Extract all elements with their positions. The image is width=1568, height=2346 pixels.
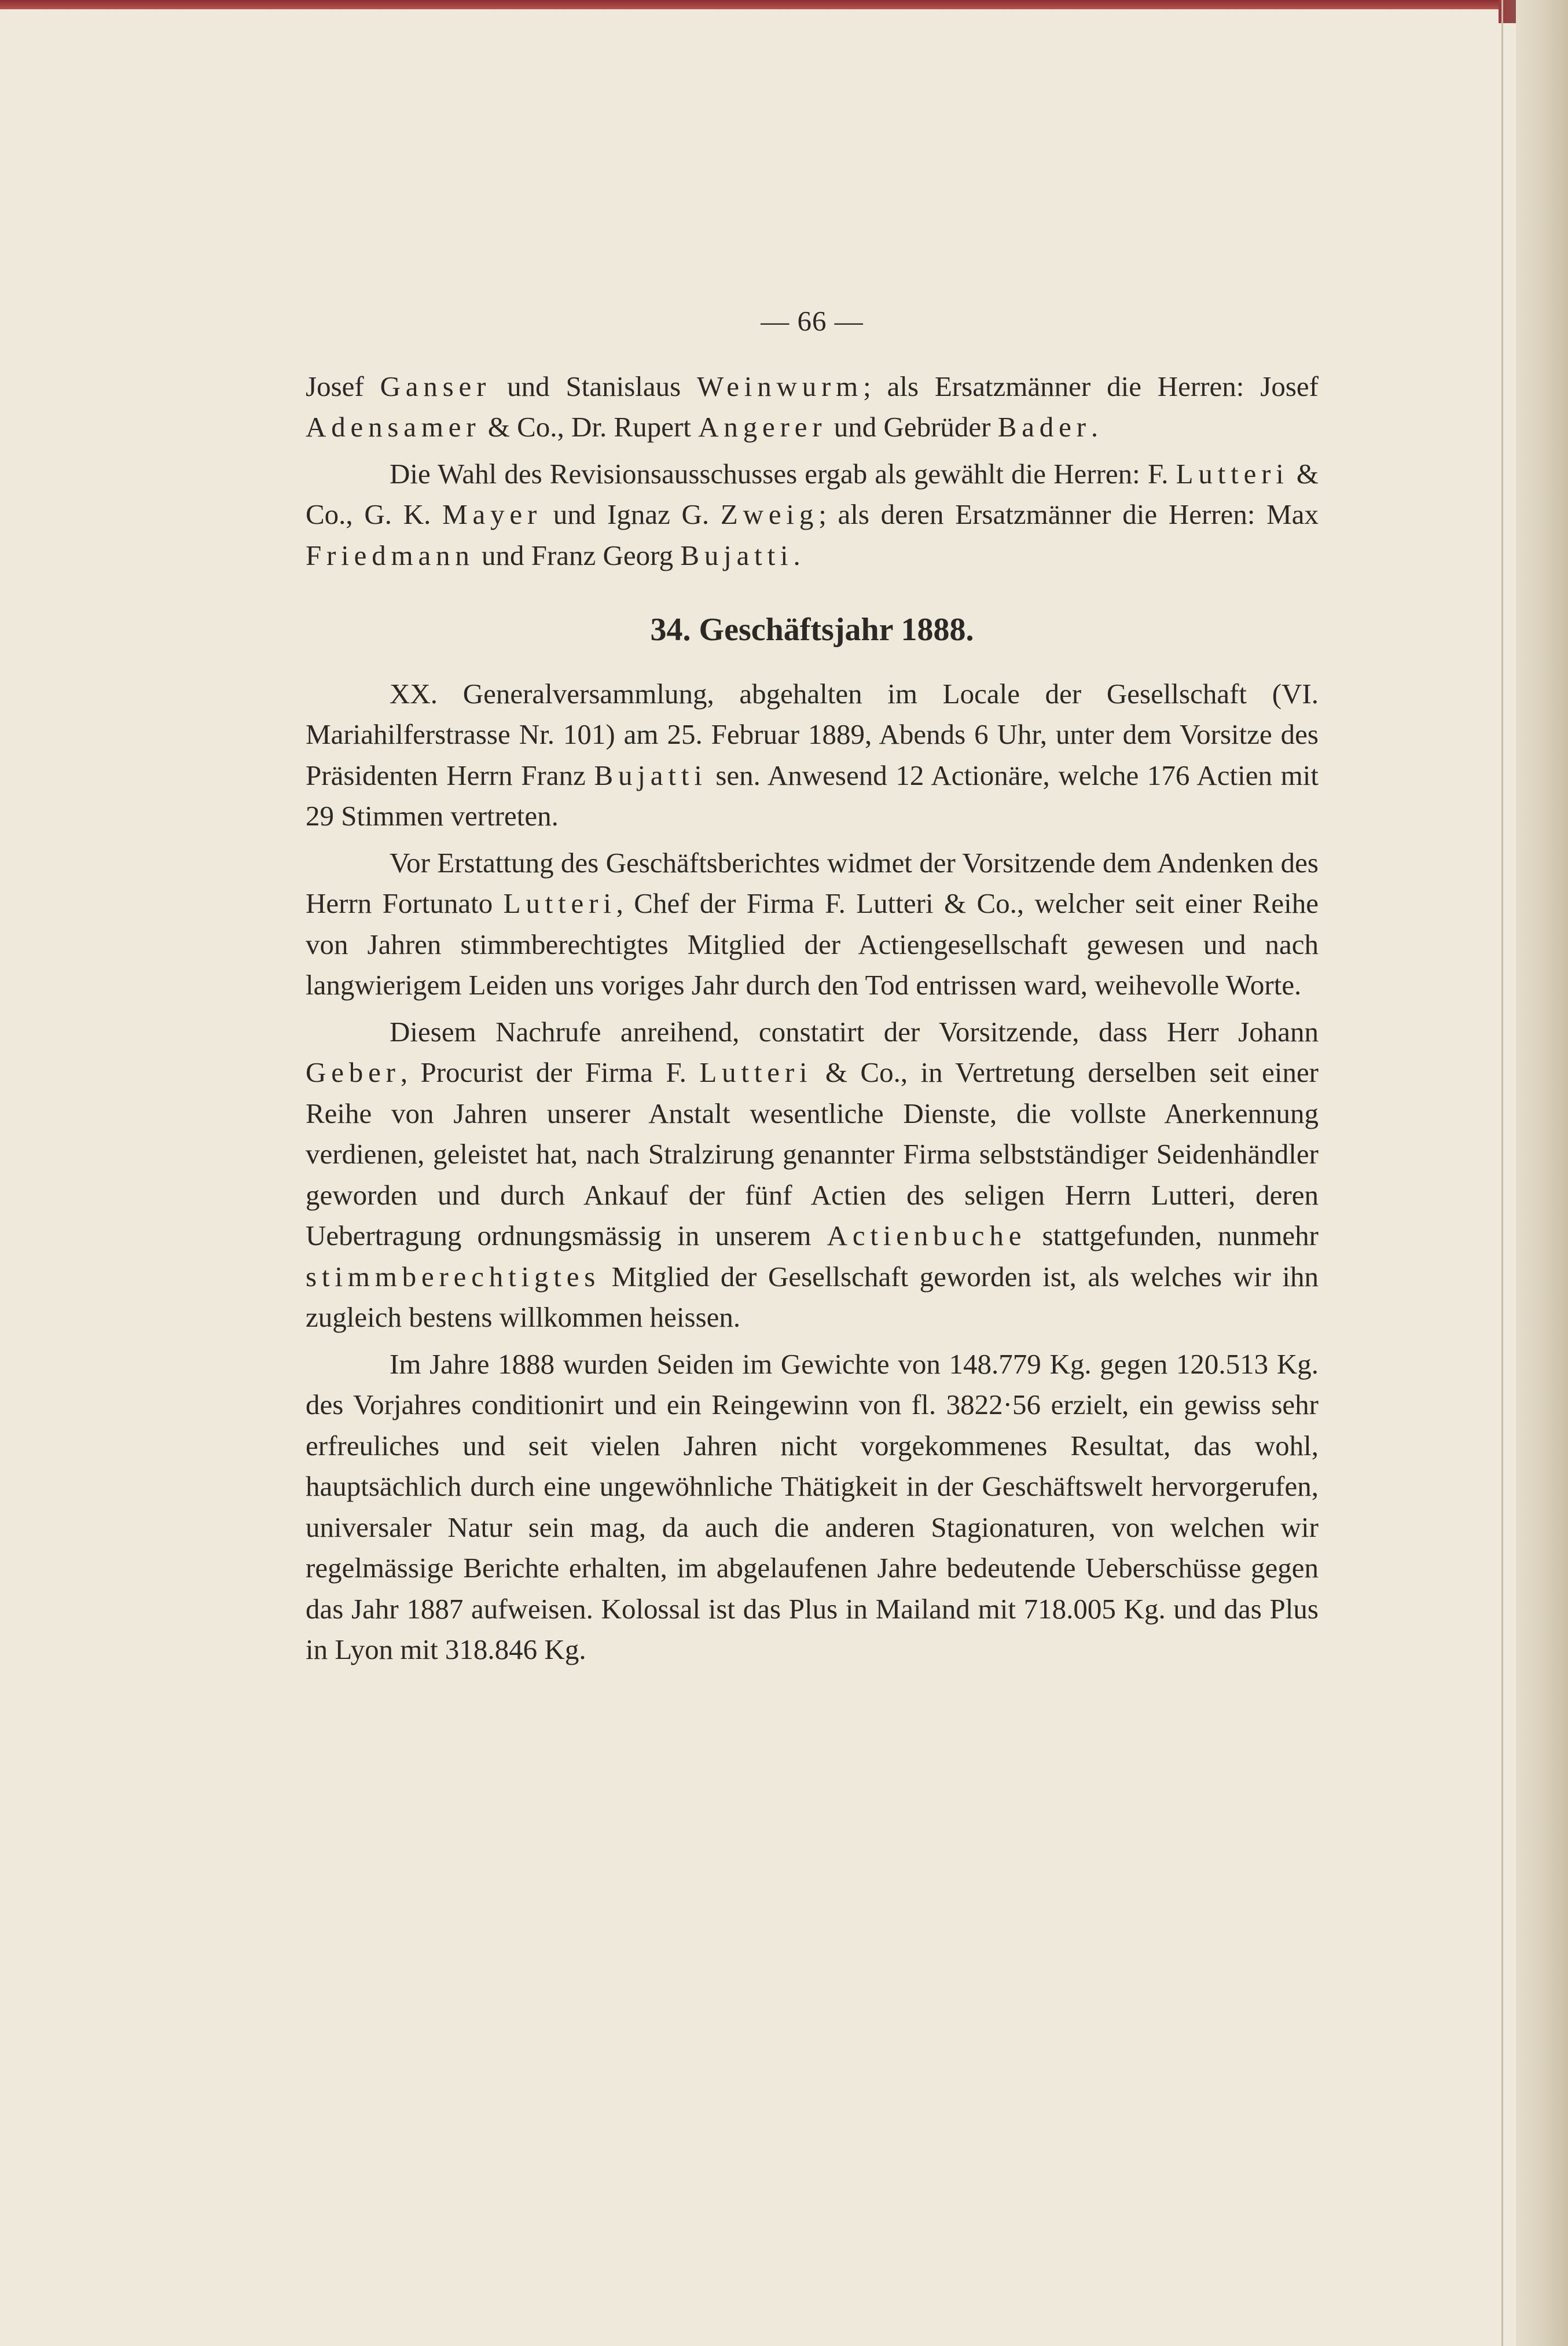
top-edge-binding [0, 0, 1568, 9]
text-block [306, 301, 1319, 1671]
text-segment: ; als deren Ersatzmänner die Herren: Max [818, 498, 1319, 530]
name-lutteri: Lutteri [1176, 457, 1289, 490]
name-adensamer: Adensamer [306, 411, 481, 443]
text-segment: und Franz Georg [474, 539, 681, 571]
text-segment: Josef [306, 370, 380, 402]
right-page-edge [1516, 0, 1568, 2346]
term-actienbuche: Actienbuche [827, 1220, 1027, 1251]
paragraph-2 [306, 454, 1319, 577]
paragraph-6: Im Jahre 1888 wurden Seiden im Gewichte von 148.779 Kg. gegen 120.513 Kg. des Vorjahres conditionirt und ein Reingewinn von fl. 3822·56 erzielt, ein gewiss sehr erfreuliches und seit vielen Jahren nicht vorgekommenes Resultat, das wohl, hauptsächlich durch eine ungewöhnliche Thätigkeit in der Geschäftswelt hervorgerufen, universaler Natur sein mag, da auch die anderen Stagionaturen, von welchen wir regelmässige Berichte erhalten, im abgelaufenen Jahre bedeutende Ueberschüsse gegen das Jahr 1887 aufweisen. Kolossal ist das Plus in Mailand mit 718.005 Kg. und das Plus in Lyon mit 318.846 Kg. [306, 1348, 1319, 1665]
text-segment: & Co., in Vertretung derselben seit einer Reihe von Jahren unserer Anstalt wesentliche Dienste, die vollste Anerkennung verdienen, geleistet hat, nach Stralzirung genannter Firma selbstständiger Seidenhändler geworden und durch Ankauf der fünf Actien des seligen Herrn [306, 1056, 1319, 1211]
text-segment: & Co., welcher seit einer Reihe von Jahren stimmberechtigtes Mitglied der Actiengesellschaft gewesen und nach langwierigem Leiden uns voriges Jahr durch den Tod entrissen ward, weihevolle Worte. [306, 887, 1319, 1001]
text-segment: stattgefunden, nunmehr [1026, 1220, 1319, 1251]
text-segment: & Co., G. K. [306, 457, 1319, 530]
paragraph-3 [306, 674, 1319, 837]
name-bujatti: Bujatti [680, 539, 794, 571]
name-bader: Bader [997, 411, 1091, 443]
text-segment: Die Wahl des Revisionsausschusses ergab als gewählt die Herren: F. [390, 457, 1176, 490]
paragraph-5 [306, 1012, 1319, 1338]
name-bujatti: Bujatti [594, 759, 707, 791]
name-lutteri: Lutteri [503, 887, 616, 919]
paragraph-1 [306, 366, 1319, 448]
text-segment: und Stanislaus [491, 370, 697, 402]
name-lutteri: Lutteri [1151, 1178, 1229, 1211]
text-segment: Diesem Nachrufe anreihend, constatirt der Vorsitzende, dass Herr Johann [390, 1015, 1319, 1048]
name-ganser: Ganser [380, 370, 491, 402]
term-stimmberechtigtes: stimmberechtigtes [306, 1260, 601, 1293]
text-segment: XX. Generalversammlung, abgehalten im Locale der Gesellschaft (VI. Mariahilferstrasse Nr. 101) am 25. Februar 1889, Abends 6 Uhr, unter dem Vorsitze des Präsidenten Herrn Franz [306, 677, 1319, 791]
name-lutteri: Lutteri [699, 1056, 813, 1088]
name-weinwurm: Weinwurm [697, 370, 864, 402]
name-geber: Geber [306, 1056, 401, 1088]
text-segment: ; als Ersatzmänner die Herren: Josef [863, 370, 1319, 402]
text-segment: Mitglied der Gesellschaft geworden ist, als welches wir ihn zugleich bestens willkommen heissen. [306, 1260, 1319, 1333]
text-segment: und Gebrüder [827, 411, 998, 443]
text-segment: & Co., Dr. Rupert [480, 411, 699, 443]
section-heading: 34. Geschäftsjahr 1888. [650, 612, 974, 648]
fold-line [1501, 0, 1503, 2346]
name-angerer: Angerer [698, 411, 827, 443]
text-segment: und Ignaz G. [542, 498, 721, 530]
name-zweig: Zweig [720, 498, 819, 530]
page-number: — 66 — [761, 305, 864, 337]
text-segment: Vor Erstattung des Geschäftsberichtes widmet der Vorsitzende dem Andenken des Herrn Fortunato [306, 846, 1319, 919]
paragraph-4 [306, 843, 1319, 1006]
name-friedmann: Friedmann [306, 539, 475, 571]
text-segment: sen. Anwesend 12 Actionäre, welche 176 Actien mit 29 Stimmen vertreten. [306, 759, 1319, 832]
text-segment: . [1090, 411, 1099, 443]
text-segment: . [793, 539, 800, 571]
name-mayer: Mayer [442, 498, 542, 530]
name-lutteri: Lutteri [856, 887, 934, 919]
text-segment: , Procurist der Firma F. [400, 1056, 700, 1088]
text-segment: , deren Uebertragung ordnungsmässig in unserem [306, 1178, 1319, 1251]
text-segment: , Chef der Firma F. [616, 887, 857, 919]
